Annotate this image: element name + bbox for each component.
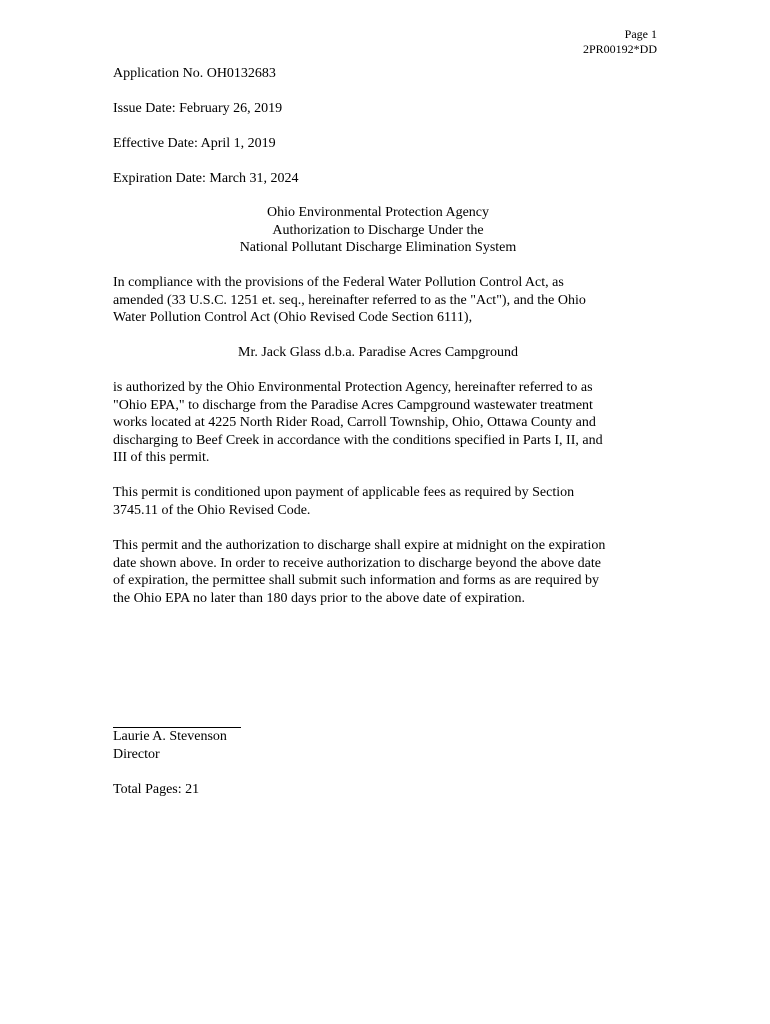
authorization-line: is authorized by the Ohio Environmental Protection Agency, hereinafter referred to as: [113, 380, 593, 395]
fees-line: 3745.11 of the Ohio Revised Code.: [113, 502, 311, 518]
page-header: [583, 27, 657, 57]
permittee-name: Mr. Jack Glass d.b.a. Paradise Acres Campground: [238, 345, 518, 360]
page-number: Page 1: [624, 27, 657, 41]
signatory-title: Director: [113, 747, 160, 762]
authorization-line: "Ohio EPA," to discharge from the Paradise Acres Campground wastewater treatment: [113, 397, 593, 413]
fees-line: This permit is conditioned upon payment of applicable fees as required by Section: [113, 485, 575, 500]
fees-paragraph: [113, 484, 648, 519]
title-line-authorization: Authorization to Discharge Under the: [272, 222, 484, 238]
total-pages: Total Pages: 21: [113, 782, 200, 797]
expiration-paragraph: [113, 537, 648, 607]
compliance-paragraph: [113, 274, 648, 327]
authorization-line: III of this permit.: [113, 450, 210, 465]
authorization-line: discharging to Beef Creek in accordance with the conditions specified in Parts I, II, and: [113, 432, 603, 448]
authorization-paragraph: [113, 379, 648, 467]
expiration-line: date shown above. In order to receive authorization to discharge beyond the above date: [113, 555, 602, 571]
document-code: 2PR00192*DD: [582, 42, 657, 56]
compliance-line: amended (33 U.S.C. 1251 et. seq., hereinafter referred to as the "Act"), and the Ohio: [113, 292, 586, 308]
compliance-line: In compliance with the provisions of the Federal Water Pollution Control Act, as: [113, 275, 564, 290]
expiration-line: This permit and the authorization to discharge shall expire at midnight on the expiration: [113, 538, 606, 553]
expiration-line: of expiration, the permittee shall submit such information and forms as are required by: [113, 573, 599, 588]
effective-date: Effective Date: April 1, 2019: [113, 136, 276, 151]
issue-date: Issue Date: February 26, 2019: [113, 101, 283, 116]
authorization-line: works located at 4225 North Rider Road, Carroll Township, Ohio, Ottawa County and: [113, 415, 596, 430]
signatory-name: Laurie A. Stevenson: [113, 729, 227, 744]
document-title: [113, 204, 643, 257]
title-line-npdes: National Pollutant Discharge Elimination System: [239, 240, 517, 255]
application-number: Application No. OH0132683: [113, 66, 276, 81]
title-line-agency: Ohio Environmental Protection Agency: [266, 205, 489, 220]
expiration-line: the Ohio EPA no later than 180 days prior to the above date of expiration.: [113, 590, 526, 606]
expiration-date: Expiration Date: March 31, 2024: [113, 171, 299, 186]
compliance-line: Water Pollution Control Act (Ohio Revised Code Section 6111),: [113, 310, 473, 325]
